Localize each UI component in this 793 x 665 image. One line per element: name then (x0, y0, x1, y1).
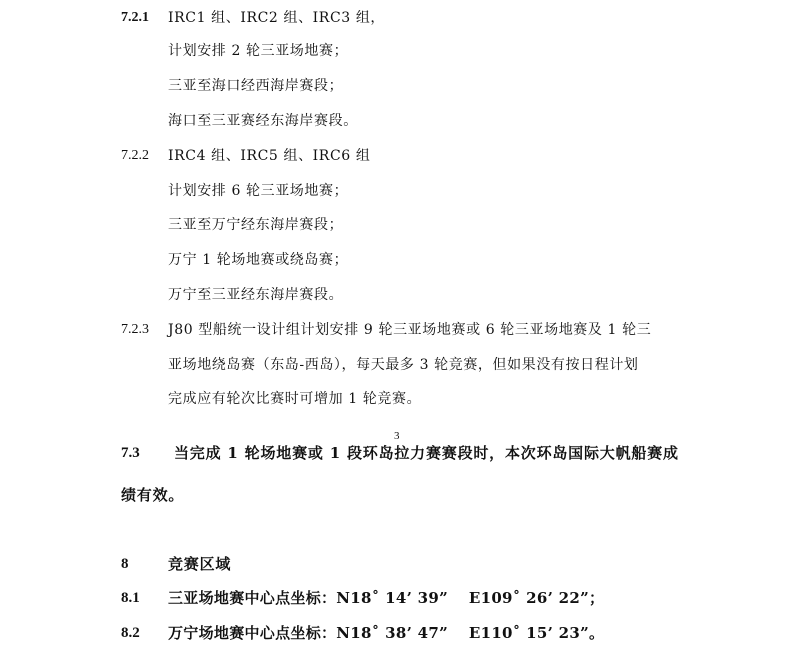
paragraph-line: 完成应有轮次比赛时可增加 1 轮竞赛。 (168, 391, 422, 407)
section-number-7-2-3: 7.2.3 (121, 322, 149, 337)
section-number-8-1: 8.1 (121, 590, 140, 606)
paragraph-line: 三亚至万宁经东海岸赛段； (168, 217, 344, 233)
paragraph-line: 亚场地绕岛赛（东岛-西岛），每天最多 3 轮竞赛，但如果没有按日程计划 (168, 357, 639, 373)
paragraph-line: 万宁至三亚经东海岸赛段。 (168, 287, 344, 303)
paragraph-line: IRC4 组、IRC5 组、IRC6 组 (168, 148, 371, 164)
section-number-7-2-2: 7.2.2 (121, 148, 149, 163)
section-number-7-2-1: 7.2.1 (121, 10, 149, 25)
paragraph-line: 计划安排 2 轮三亚场地赛； (168, 43, 349, 59)
heading-line: 当完成 1 轮场地赛或 1 段环岛拉力赛赛段时，本次环岛国际大帆船赛成 (174, 444, 679, 462)
section-title: 竞赛区域 (168, 555, 232, 573)
coordinate-line: 万宁场地赛中心点坐标：N18˚ 38’ 47” E110˚ 15’ 23”。 (168, 624, 605, 642)
coordinate-line: 三亚场地赛中心点坐标：N18˚ 14’ 39” E109˚ 26’ 22”； (168, 589, 605, 607)
section-number-8: 8 (121, 556, 129, 572)
paragraph-line: J80 型船统一设计组计划安排 9 轮三亚场地赛或 6 轮三亚场地赛及 1 轮三 (168, 322, 652, 338)
paragraph-line: IRC1 组、IRC2 组、IRC3 组， (168, 10, 386, 26)
section-number-8-2: 8.2 (121, 625, 140, 641)
heading-line: 绩有效。 (121, 486, 185, 504)
paragraph-line: 海口至三亚赛经东海岸赛段。 (168, 113, 358, 129)
paragraph-line: 计划安排 6 轮三亚场地赛； (168, 183, 349, 199)
section-number-7-3: 7.3 (121, 445, 140, 461)
page-number: 3 (394, 430, 400, 442)
paragraph-line: 万宁 1 轮场地赛或绕岛赛； (168, 252, 349, 268)
paragraph-line: 三亚至海口经西海岸赛段； (168, 78, 344, 94)
